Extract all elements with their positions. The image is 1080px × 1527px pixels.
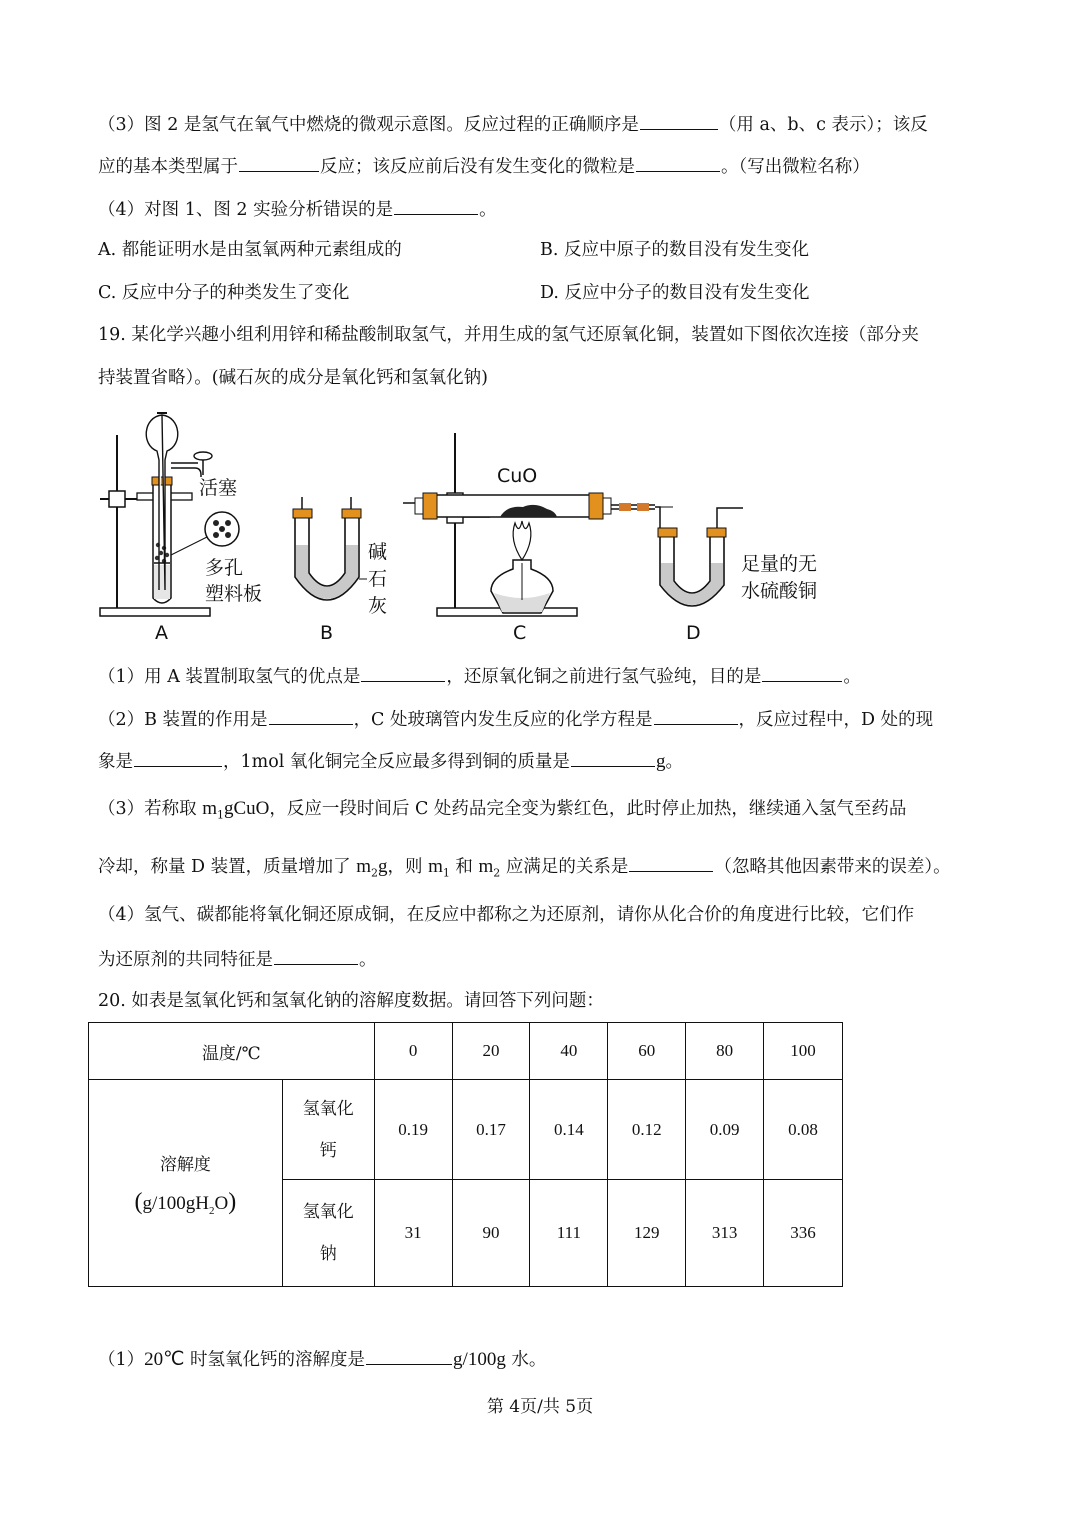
label-cuso4-2: 水硫酸铜 xyxy=(741,580,818,602)
letter-a: A xyxy=(155,622,168,644)
label-cuso4-1: 足量的无 xyxy=(741,553,818,575)
solubility-value: 0.19 xyxy=(374,1080,452,1180)
answer-blank[interactable] xyxy=(640,111,718,130)
q19-p4-line1: （4）氢气、碳都能将氧化铜还原成铜，在反应中都称之为还原剂，请你从化合价的角度进行比较，它们作 xyxy=(98,905,915,925)
label-plate-2: 塑料板 xyxy=(205,583,263,605)
solubility-label: 溶解度 xyxy=(159,1154,211,1175)
letter-b: B xyxy=(320,622,334,644)
apparatus-c xyxy=(403,433,655,616)
q19-p1: （1）用 A 装置制取氢气的优点是 ，还原氧化铜之前进行氢气验纯，目的是 。 xyxy=(98,663,861,689)
label-cuo: CuO xyxy=(497,465,538,487)
temp-cell: 100 xyxy=(764,1023,843,1080)
solubility-value: 0.09 xyxy=(686,1080,764,1180)
solubility-value: 313 xyxy=(686,1180,764,1287)
option-b[interactable]: B. 反应中原子的数目没有发生变化 xyxy=(540,240,809,260)
answer-blank[interactable] xyxy=(636,153,720,172)
solubility-value: 0.12 xyxy=(608,1080,686,1180)
solubility-value: 90 xyxy=(452,1180,530,1287)
solubility-value: 0.14 xyxy=(530,1080,608,1180)
label-lime-2: 石 xyxy=(368,568,388,590)
solubility-value: 129 xyxy=(608,1180,686,1287)
solubility-label-cell xyxy=(89,1080,283,1287)
letter-c: C xyxy=(513,622,527,644)
answer-blank[interactable] xyxy=(629,853,713,872)
q18-p3-line1: （3）图 2 是氢气在氧气中燃烧的微观示意图。反应过程的正确顺序是 （用 a、b、c 表示）；该反 xyxy=(98,111,928,137)
apparatus-d xyxy=(655,507,743,606)
q19-stem-line1: 19. 某化学兴趣小组利用锌和稀盐酸制取氢气，并用生成的氢气还原氧化铜，装置如下图依次连接（部分夹 xyxy=(98,325,919,345)
q19-p4-line2: 为还原剂的共同特征是 。 xyxy=(98,946,377,972)
answer-blank[interactable] xyxy=(239,153,319,172)
q18-p3-line2: 应的基本类型属于 反应；该反应前后没有发生变化的微粒是 。（写出微粒名称） xyxy=(98,153,870,179)
q19-p3-line1: （3）若称取 $m_1gCuO$，反应一段时间后 C 处药品完全变为紫红色，此时停止加热，继续通入氢气至药品 xyxy=(98,798,907,822)
solubility-table xyxy=(88,1022,843,1287)
apparatus-figure xyxy=(95,405,895,650)
substance-name: 氢氧化 钙 xyxy=(282,1080,374,1180)
answer-blank[interactable] xyxy=(654,706,738,725)
q20-p1: （1）20℃ 时氢氧化钙的溶解度是 g/100g 水。 xyxy=(98,1346,546,1372)
option-c[interactable]: C. 反应中分子的种类发生了变化 xyxy=(98,283,350,303)
q19-p3-line2: 冷却，称量 D 装置，质量增加了 $m_2g$，则 $m_1$ 和 $m_2$ 应满足的关系是 （忽略其他因素带来的误差）。 xyxy=(98,853,951,886)
answer-blank[interactable] xyxy=(361,663,445,682)
q19-stem-line2: 持装置省略）。(碱石灰的成分是氧化钙和氢氧化钠) xyxy=(98,368,488,388)
apparatus-b xyxy=(293,497,367,600)
q19-p2-line2: 象是 ，1mol 氧化铜完全反应最多得到铜的质量是 g。 xyxy=(98,748,683,774)
temp-header: 温度/℃ xyxy=(89,1023,375,1080)
temp-cell: 60 xyxy=(608,1023,686,1080)
answer-blank[interactable] xyxy=(366,1346,452,1365)
q19-p2-line1: （2）B 装置的作用是 ，C 处玻璃管内发生反应的化学方程是 ，反应过程中，D 处的现 xyxy=(98,706,933,732)
temp-row xyxy=(89,1023,843,1080)
option-a[interactable]: A. 都能证明水是由氢氧两种元素组成的 xyxy=(98,240,402,260)
q20-stem: 20. 如表是氢氧化钙和氢氧化钠的溶解度数据。请回答下列问题： xyxy=(98,991,604,1011)
temp-cell: 0 xyxy=(374,1023,452,1080)
answer-blank[interactable] xyxy=(134,748,222,767)
letter-d: D xyxy=(686,622,701,644)
label-lime-1: 碱 xyxy=(368,541,388,563)
answer-blank[interactable] xyxy=(762,663,842,682)
calcium-hydroxide-row xyxy=(89,1080,843,1180)
solubility-unit: $(g/100gH_2O)$ xyxy=(134,1188,237,1217)
solubility-value: 31 xyxy=(374,1180,452,1287)
solubility-value: 111 xyxy=(530,1180,608,1287)
page-number: 第 4页/共 5页 xyxy=(486,1397,594,1417)
temp-cell: 80 xyxy=(686,1023,764,1080)
answer-blank[interactable] xyxy=(269,706,353,725)
solubility-value: 336 xyxy=(764,1180,843,1287)
answer-blank[interactable] xyxy=(571,748,655,767)
answer-blank[interactable] xyxy=(394,196,478,215)
q18-p4: （4）对图 1、图 2 实验分析错误的是 。 xyxy=(98,196,497,222)
temp-cell: 40 xyxy=(530,1023,608,1080)
solubility-value: 0.08 xyxy=(764,1080,843,1180)
answer-blank[interactable] xyxy=(274,946,358,965)
substance-name: 氢氧化 钠 xyxy=(282,1180,374,1287)
label-plate-1: 多孔 xyxy=(205,557,244,579)
label-lime-3: 灰 xyxy=(368,595,388,617)
solubility-value: 0.17 xyxy=(452,1080,530,1180)
option-d[interactable]: D. 反应中分子的数目没有发生变化 xyxy=(540,283,810,303)
temp-cell: 20 xyxy=(452,1023,530,1080)
label-valve: 活塞 xyxy=(199,477,238,499)
